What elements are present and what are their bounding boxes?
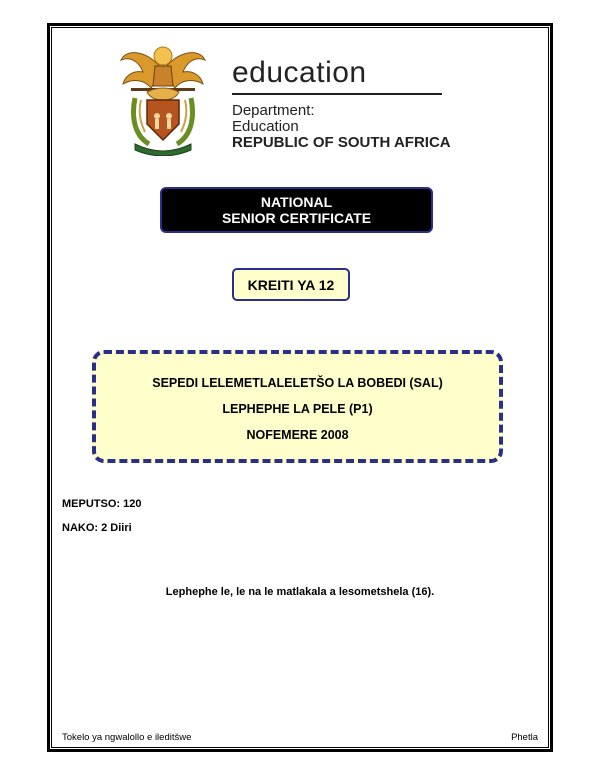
brand-divider xyxy=(232,93,442,95)
certificate-banner xyxy=(160,187,433,233)
department-label: Department: xyxy=(232,102,315,119)
page-count-instruction: Lephephe le, le na le matlakala a lesometshela (16). xyxy=(165,586,435,598)
turn-over-label: Phetla xyxy=(511,732,538,743)
subject-panel xyxy=(92,350,503,463)
country-name: REPUBLIC OF SOUTH AFRICA xyxy=(232,134,451,151)
certificate-line-1: NATIONAL xyxy=(260,194,333,210)
grade-badge: KREITI YA 12 xyxy=(232,268,350,301)
exam-date: NOFEMERE 2008 xyxy=(246,428,349,442)
time-label: NAKO: 2 Diiri xyxy=(62,522,132,534)
department-name: Education xyxy=(232,118,299,135)
coat-of-arms-icon xyxy=(117,40,209,156)
brand-wordmark: education xyxy=(232,56,367,89)
subject-title: SEPEDI LELEMETLALELETŠO LA BOBEDI (SAL) xyxy=(152,376,443,390)
paper-label: LEPHEPHE LA PELE (P1) xyxy=(222,402,373,416)
marks-label: MEPUTSO: 120 xyxy=(62,498,142,510)
copyright-notice: Tokelo ya ngwalollo e ileditšwe xyxy=(62,732,192,743)
certificate-line-2: SENIOR CERTIFICATE xyxy=(221,210,372,226)
